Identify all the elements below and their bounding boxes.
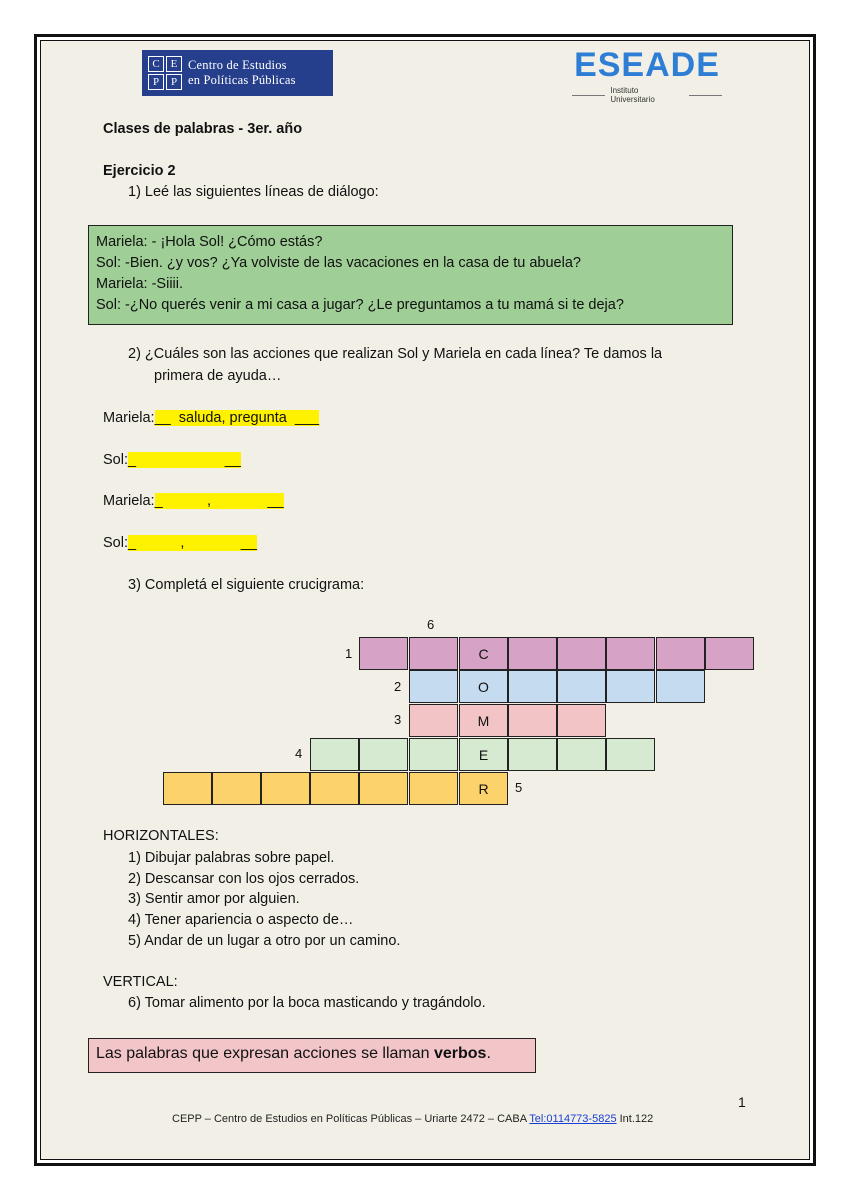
dialog-line: Mariela: -Siiii. — [96, 276, 184, 292]
crossword-cell[interactable] — [409, 738, 458, 771]
crossword-cell[interactable] — [409, 637, 458, 670]
exercise-label: Ejercicio 2 — [103, 163, 176, 179]
crossword-cell[interactable]: O — [459, 670, 508, 703]
dialog-line: Mariela: - ¡Hola Sol! ¿Cómo estás? — [96, 234, 323, 250]
document-title: Clases de palabras - 3er. año — [103, 121, 303, 137]
answer-speaker: Mariela: — [103, 493, 155, 509]
horizontal-clue: 1) Dibujar palabras sobre papel. — [128, 850, 335, 866]
crossword-cell[interactable] — [310, 772, 359, 805]
cepp-letter: C — [148, 56, 164, 72]
answer-row — [103, 409, 319, 427]
horizontal-clue: 3) Sentir amor por alguien. — [128, 891, 300, 907]
crossword-cell[interactable] — [310, 738, 359, 771]
horizontal-title: HORIZONTALES: — [103, 828, 219, 844]
crossword-cell[interactable] — [656, 637, 705, 670]
clue-number-6: 6 — [427, 617, 435, 632]
dialog-line: Sol: -Bien. ¿y vos? ¿Ya volviste de las vacaciones en la casa de tu abuela? — [96, 255, 581, 271]
page-border-inner — [40, 40, 810, 1160]
answer-blank[interactable]: _ , __ — [128, 535, 257, 551]
verbs-note-text: Las palabras que expresan acciones se llaman — [96, 1045, 434, 1062]
cepp-name-line1: Centro de Estudios — [188, 58, 287, 72]
crossword-cell[interactable]: C — [459, 637, 508, 670]
step1-instruction: 1) Leé las siguientes líneas de diálogo: — [128, 184, 379, 200]
answer-speaker: Mariela: — [103, 410, 155, 426]
eseade-subtitle — [567, 86, 727, 104]
crossword-cell[interactable] — [409, 670, 458, 703]
answer-blank[interactable]: _ , __ — [154, 493, 284, 509]
crossword-cell[interactable] — [508, 670, 557, 703]
answer-row — [103, 492, 284, 510]
dialog-box — [88, 225, 733, 325]
horizontal-clue: 4) Tener apariencia o aspecto de… — [128, 912, 354, 928]
verbs-note-bold: verbos — [433, 1045, 487, 1062]
answer-blank[interactable]: _ __ — [128, 452, 241, 468]
crossword-cell[interactable] — [163, 772, 212, 805]
eseade-subtitle-text: Instituto Universitario — [610, 86, 655, 104]
footer — [172, 1113, 653, 1125]
step2-instruction: 2) ¿Cuáles son las acciones que realizan Sol y Mariela en cada línea? Te damos la — [128, 346, 663, 362]
crossword-cell[interactable] — [557, 704, 606, 737]
cepp-name-line2: en Políticas Públicas — [188, 73, 296, 87]
vertical-clue: 6) Tomar alimento por la boca masticando y tragándolo. — [128, 995, 486, 1011]
crossword-cell[interactable] — [606, 738, 655, 771]
horizontal-clue: 5) Andar de un lugar a otro por un camino. — [128, 933, 401, 949]
clue-number-4: 4 — [295, 746, 303, 761]
crossword-cell[interactable] — [212, 772, 261, 805]
crossword-cell[interactable] — [656, 670, 705, 703]
step2-instruction-cont: primera de ayuda… — [154, 368, 282, 384]
cepp-letter: P — [166, 74, 182, 90]
answer-speaker: Sol: — [103, 452, 128, 468]
crossword-cell[interactable] — [606, 670, 655, 703]
eseade-logo: ESEADE — [574, 46, 720, 84]
page-number: 1 — [738, 1094, 746, 1110]
cepp-logo — [142, 50, 333, 96]
crossword-cell[interactable] — [359, 738, 408, 771]
footer-ext: Int.122 — [616, 1113, 654, 1125]
verbs-note-suffix: . — [486, 1045, 491, 1062]
answer-blank[interactable]: __ saluda, pregunta ___ — [154, 410, 320, 426]
dialog-line: Sol: -¿No querés venir a mi casa a jugar? ¿Le preguntamos a tu mamá si te deja? — [96, 297, 624, 313]
cepp-logo-name — [188, 58, 296, 88]
crossword-cell[interactable] — [557, 738, 606, 771]
crossword-cell[interactable] — [508, 738, 557, 771]
crossword-cell[interactable] — [606, 637, 655, 670]
cepp-letter: E — [166, 56, 182, 72]
answer-speaker: Sol: — [103, 535, 128, 551]
cepp-logo-mark — [148, 56, 182, 90]
crossword-cell[interactable] — [508, 704, 557, 737]
crossword-cell[interactable]: E — [459, 738, 508, 771]
crossword-cell[interactable]: M — [459, 704, 508, 737]
cepp-letter: P — [148, 74, 164, 90]
crossword-cell[interactable] — [557, 670, 606, 703]
clue-number-1: 1 — [345, 646, 353, 661]
crossword-cell[interactable] — [359, 637, 408, 670]
answer-row — [103, 534, 257, 552]
crossword-cell[interactable] — [261, 772, 310, 805]
clue-number-2: 2 — [394, 679, 402, 694]
crossword-cell[interactable] — [508, 637, 557, 670]
crossword-cell[interactable] — [409, 704, 458, 737]
clue-number-3: 3 — [394, 712, 402, 727]
crossword-cell[interactable] — [409, 772, 458, 805]
vertical-title: VERTICAL: — [103, 974, 178, 990]
footer-text: CEPP – Centro de Estudios en Políticas Públicas – Uriarte 2472 – CABA — [172, 1113, 530, 1125]
crossword-cell[interactable] — [359, 772, 408, 805]
crossword-cell[interactable]: R — [459, 772, 508, 805]
crossword-cell[interactable] — [705, 637, 754, 670]
crossword-cell[interactable] — [557, 637, 606, 670]
verbs-note — [88, 1038, 536, 1073]
clue-number-5: 5 — [515, 780, 523, 795]
horizontal-clue: 2) Descansar con los ojos cerrados. — [128, 871, 360, 887]
answer-row — [103, 451, 241, 469]
step3-instruction: 3) Completá el siguiente crucigrama: — [128, 577, 365, 593]
footer-phone-link[interactable]: Tel:0114773-5825 — [529, 1113, 617, 1125]
